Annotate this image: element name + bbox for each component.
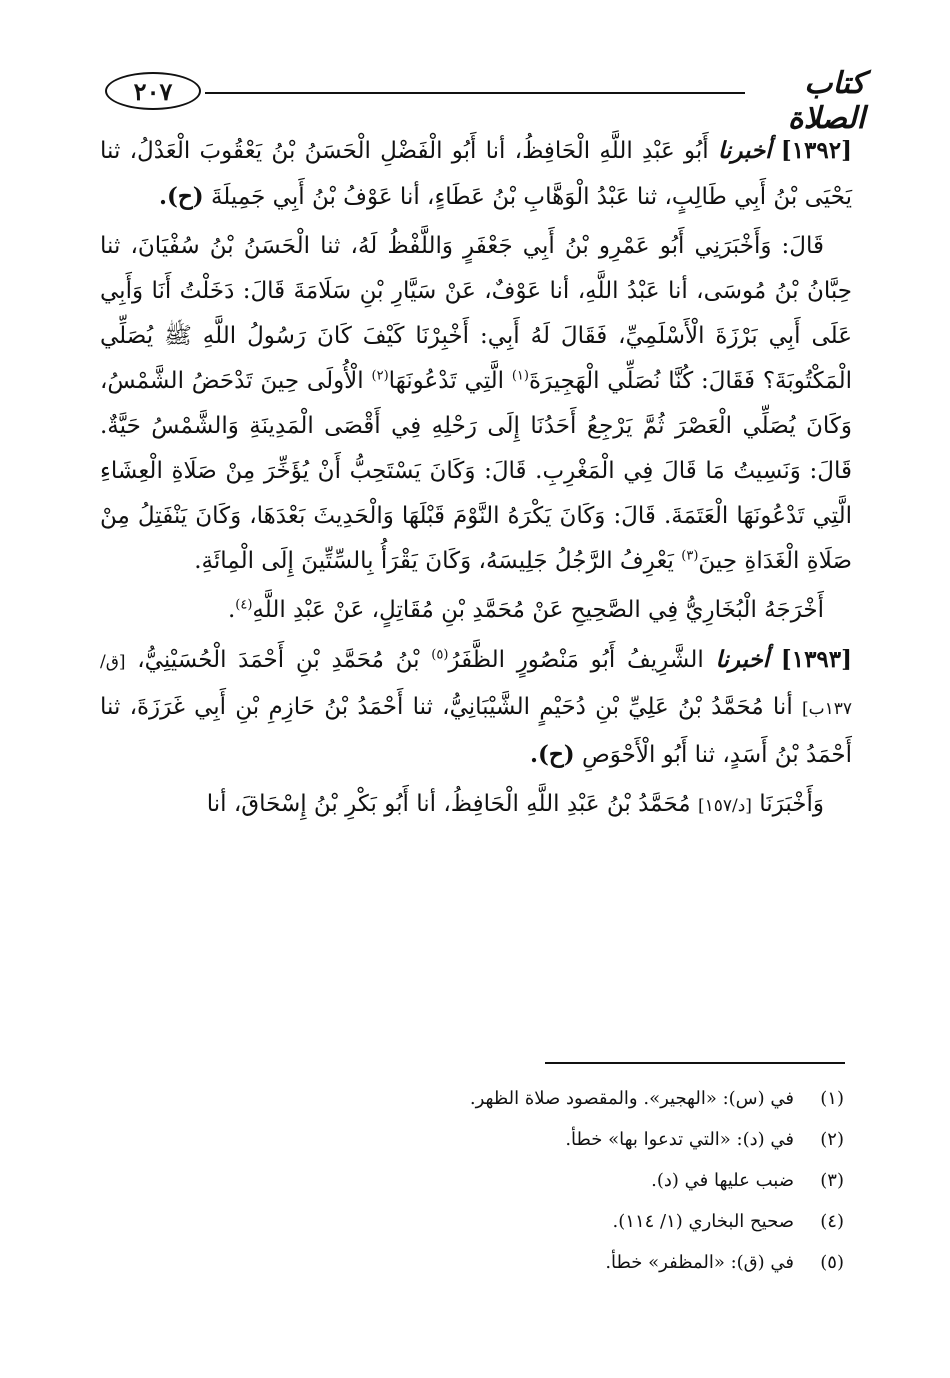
paragraph-text: الَّتِي تَدْعُونَهَا [388,368,512,394]
paragraph-text: يَعْرِفُ الرَّجُلُ جَلِيسَهُ، وَكَانَ يَقْرَأُ بِالسِّتِّينَ إِلَى الْمِائَةِ. [194,548,682,574]
footnote-3 [300,1160,844,1201]
footnote-text: في (ق): «المظفر» خطأ. [605,1252,794,1273]
footnote-2 [300,1119,844,1160]
footnote-text: ضبب عليها في (د). [651,1170,794,1191]
paragraph-text: قَالَ: وَأَخْبَرَنِي أَبُو عَمْرِو بْنُ أَبِي جَعْفَرٍ وَاللَّفْظُ لَهُ، ثنا الْحَسَنُ بْنُ سُفْيَانَ، ثنا حِبَّانُ بْنُ مُوسَى، أنا عَبْدُ اللَّهِ، أنا عَوْفٌ، عَنْ سَيَّارِ بْنِ سَلَامَةَ قَالَ: دَخَلْتُ أَنَا وَأَبِي عَلَى أَبِي بَرْزَةَ الْأَسْلَمِيِّ، فَقَالَ لَهُ أَبِي: أَخْبِرْنَا كَيْفَ كَانَ رَسُولُ اللَّهِ ﷺ يُصَلِّي الْمَكْتُوبَةَ؟ فَقَالَ: كُنَّا نُصَلِّي الْهَجِيرَةَ [100,233,852,394]
paragraph-text: أَخْرَجَهُ الْبُخَارِيُّ فِي الصَّحِيحِ عَنْ مُحَمَّدِ بْنِ مُقَاتِلٍ، عَنْ عَبْدِ اللَّهِ [252,597,824,623]
footnote-rule [545,1062,845,1064]
takhrij-paragraph [100,588,852,633]
paragraph-text: الْأُولَى حِينَ تَدْحَضُ الشَّمْسُ، وَكَانَ يُصَلِّي الْعَصْرَ ثُمَّ يَرْجِعُ أَحَدُنَا إِلَى رَحْلِهِ فِي أَقْصَى الْمَدِينَةِ وَالشَّمْسُ حَيَّةٌ. قَالَ: وَنَسِيتُ مَا قَالَ فِي الْمَغْرِبِ. قَالَ: وَكَانَ يَسْتَحِبُّ أَنْ يُؤَخِّرَ مِنْ صَلَاةِ الْعِشَاءِ الَّتِي تَدْعُونَهَا الْعَتَمَةَ. قَالَ: وَكَانَ يَكْرَهُ النَّوْمَ قَبْلَهَا وَالْحَدِيثَ بَعْدَهَا، وَكَانَ يَنْفَتِلُ مِنْ صَلَاةِ الْغَدَاةِ حِينَ [100,368,852,574]
footnote-number: (١) [820,1088,844,1109]
footnote-text: في (س): «الهجير». والمقصود صلاة الظهر. [469,1088,794,1109]
footnote-ref-3[interactable]: (٣) [681,548,699,564]
footnote-ref-1[interactable]: (١) [511,368,529,384]
paragraph-text: مُحَمَّدُ بْنُ عَبْدِ اللَّهِ الْحَافِظُ، أنا أَبُو بَكْرِ بْنُ إِسْحَاقَ، أنا [206,791,698,817]
hadith-1393-continued [100,782,852,829]
paragraph-text: . [227,597,236,623]
footnote-text: في (د): «التي تدعوا بها» خطأ. [565,1129,794,1150]
hadith-1393 [100,637,852,778]
footnote-1 [300,1078,844,1119]
hadith-text: بْنُ مُحَمَّدِ بْنِ أَحْمَدَ الْحُسَيْنِيُّ، [125,647,432,673]
header-rule [205,92,745,94]
footnote-5 [300,1242,844,1283]
footnote-ref-2[interactable]: (٢) [371,368,389,384]
manuscript-ref: [د/١٥٧] [697,796,752,816]
footnote-text: صحيح البخاري (١/ ١١٤). [612,1211,794,1232]
paragraph-text: وَأَخْبَرَنَا [751,791,824,817]
footnote-number: (٥) [820,1252,844,1273]
hadith-1392 [100,128,852,220]
running-title: كتاب الصلاة [787,66,865,136]
hadith-number: [١٣٩٢] [780,137,853,164]
footnote-ref-5[interactable]: (٥) [431,647,449,663]
footnote-number: (٢) [820,1129,844,1150]
tahwil-mark: (ح). [159,183,204,210]
footnote-4 [300,1201,844,1242]
footnote-ref-4[interactable]: (٤) [235,597,253,613]
footnote-number: (٤) [820,1211,844,1232]
hadith-text: أنا مُحَمَّدُ بْنُ عَلِيِّ بْنِ دُحَيْمٍ الشَّيْبَانِيُّ، ثنا أَحْمَدُ بْنُ حَازِمِ بْنِ أَبِي غَرَزَةَ، ثنا أَحْمَدُ بْنُ أَسَدٍ، ثنا أَبُو الْأَحْوَصِ [100,694,852,768]
hadith-text: الشَّرِيفُ أَبُو مَنْصُورٍ الظَّفَرُ [448,647,704,673]
page-number-badge: ٢٠٧ [105,72,201,110]
hadith-lead-word: أخبرنا [715,646,770,673]
manuscript-ref: [ق/١٣٧ب] [100,652,852,719]
footnote-number: (٣) [820,1170,844,1191]
body-text [100,128,852,829]
hadith-lead-word: أخبرنا [717,137,772,164]
tahwil-mark: (ح). [530,741,575,768]
hadith-number: [١٣٩٣] [780,646,853,673]
hadith-1392-continued [100,224,852,584]
footnotes [300,1078,844,1283]
page-header [105,62,865,136]
hadith-text: أَبُو عَبْدِ اللَّهِ الْحَافِظُ، أنا أَبُو الْفَضْلِ الْحَسَنُ بْنُ يَعْقُوبَ الْعَدْلُ، ثنا يَحْيَى بْنُ أَبِي طَالِبٍ، ثنا عَبْدُ الْوَهَّابِ بْنُ عَطَاءٍ، أنا عَوْفُ بْنُ أَبِي جَمِيلَةَ [100,138,852,210]
